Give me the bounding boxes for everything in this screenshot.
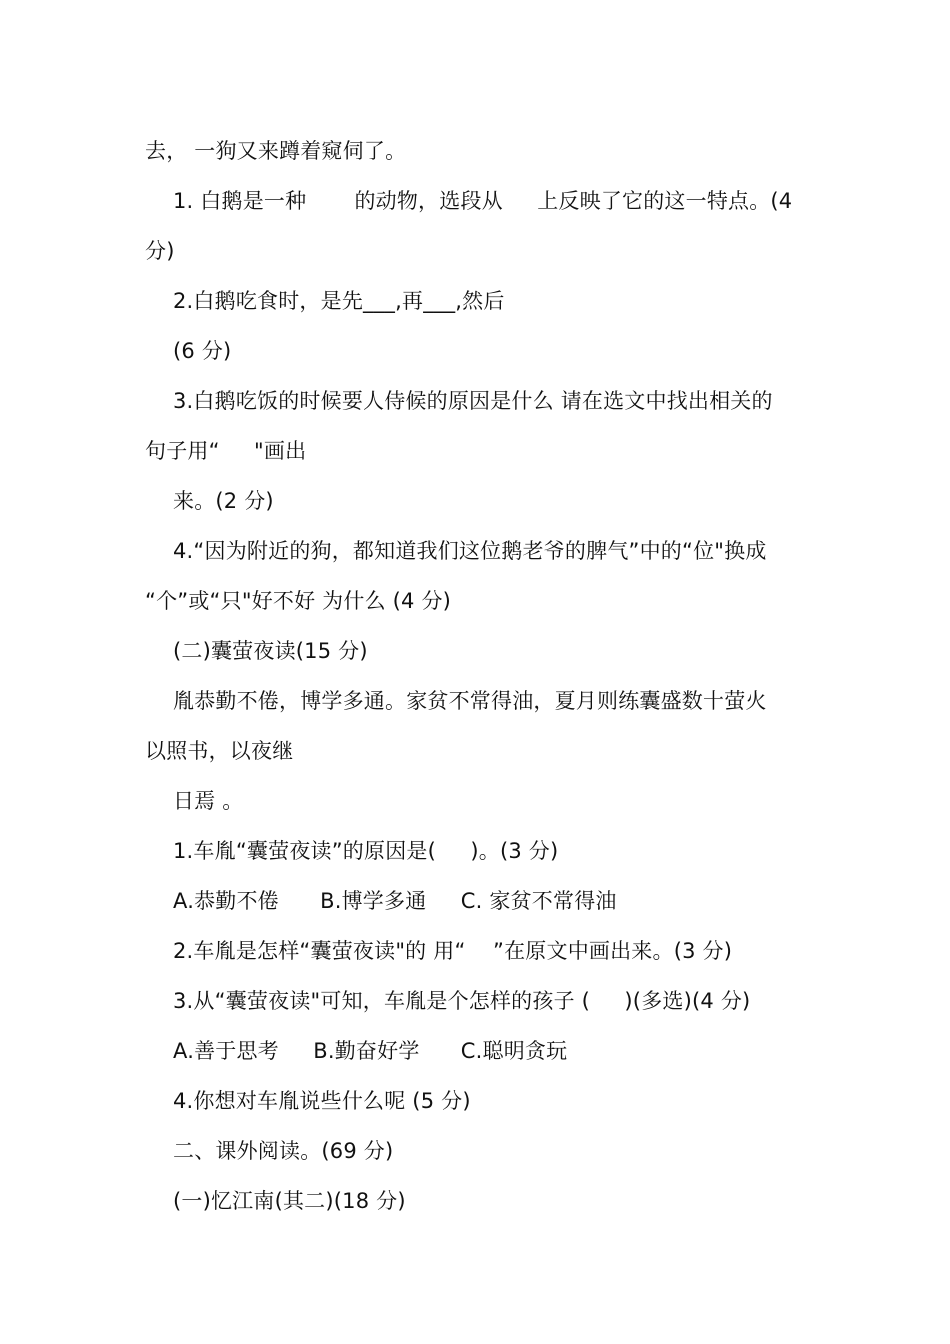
question-line: 3.从“囊萤夜读"可知，车胤是个怎样的孩子 ( )(多选)(4 分) — [173, 989, 751, 1013]
question-line: 4.你想对车胤说些什么呢 (5 分) — [173, 1089, 471, 1113]
section-heading: (二)囊萤夜读(15 分) — [173, 639, 368, 663]
question-line: 2.白鹅吃食时，是先___,再___,然后 — [173, 289, 505, 313]
question-line: 4.“因为附近的狗，都知道我们这位鹅老爷的脾气”中的“位"换成 — [173, 539, 767, 563]
passage-line: 以照书，以夜继 — [145, 739, 294, 763]
options-line: A.善于思考 B.勤奋好学 C.聪明贪玩 — [173, 1039, 568, 1063]
section-heading: 二、课外阅读。(69 分) — [173, 1139, 394, 1163]
question-line: 1. 白鹅是一种 的动物，选段从 上反映了它的这一特点。(4 — [173, 189, 793, 213]
text-line: (6 分) — [173, 339, 232, 363]
section-heading: (一)忆江南(其二)(18 分) — [173, 1189, 406, 1213]
text-line: 分) — [145, 239, 175, 263]
question-line: 3.白鹅吃饭的时候要人侍候的原因是什么 请在选文中找出相关的 — [173, 389, 773, 413]
options-line: A.恭勤不倦 B.博学多通 C. 家贫不常得油 — [173, 889, 617, 913]
passage-line: 日焉 。 — [173, 789, 244, 813]
text-line: 来。(2 分) — [173, 489, 274, 513]
text-line: “个”或“只"好不好 为什么 (4 分) — [145, 589, 452, 613]
question-line: 1.车胤“囊萤夜读”的原因是( )。(3 分) — [173, 839, 559, 863]
text-line: 句子用“ "画出 — [145, 439, 307, 463]
text-line: 去， 一狗又来蹲着窥伺了。 — [145, 139, 407, 163]
passage-line: 胤恭勤不倦，博学多通。家贫不常得油，夏月则练囊盛数十萤火 — [173, 689, 767, 713]
question-line: 2.车胤是怎样“囊萤夜读"的 用“ ”在原文中画出来。(3 分) — [173, 939, 733, 963]
